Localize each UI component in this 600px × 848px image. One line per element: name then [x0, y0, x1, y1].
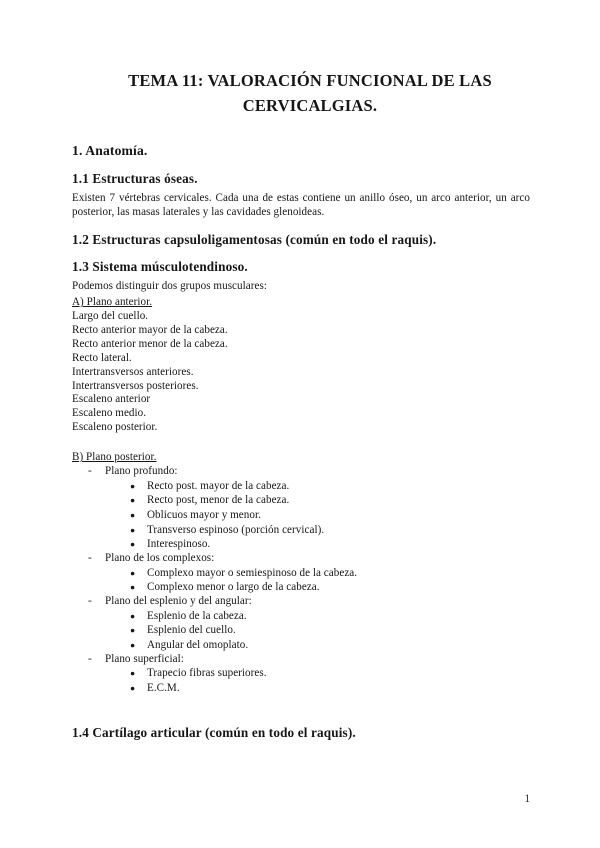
heading-estructuras-oseas: 1.1 Estructuras óseas. [72, 170, 198, 186]
dot-bullet-icon: ● [130, 625, 136, 636]
paragraph-spacer [72, 435, 530, 449]
label-plano-posterior: B) Plano posterior. [72, 451, 157, 464]
subgroup-label-text: Plano profundo: [105, 464, 178, 477]
list-item: Intertransversos anteriores. [72, 365, 194, 378]
list-item [72, 609, 530, 624]
group-plano-posterior-header [72, 449, 530, 465]
list-item-text: Complexo mayor o semiespinoso de la cabeza. [147, 566, 358, 579]
dot-bullet-icon: ● [130, 539, 136, 550]
dot-bullet-icon: ● [130, 524, 136, 535]
list-item: Largo del cuello. [72, 309, 149, 322]
list-item-text: E.C.M. [147, 682, 180, 695]
list-item: Recto anterior menor de la cabeza. [72, 337, 228, 350]
list-item: Escaleno posterior. [72, 421, 158, 434]
list-item [72, 523, 530, 538]
list-item [72, 566, 530, 581]
list-item-text: Recto post. mayor de la cabeza. [147, 479, 290, 492]
subgroup-label-text: Plano de los complexos: [105, 551, 215, 564]
subgroup-label-text: Plano superficial: [105, 652, 184, 665]
list-item-text: Interespinoso. [147, 538, 211, 551]
dot-bullet-icon: ● [130, 567, 136, 578]
list-plano-anterior [72, 310, 530, 435]
heading-capsuloligamentosas: 1.2 Estructuras capsuloligamentosas (común en todo el raquis). [72, 231, 437, 247]
heading-anatomia: 1. Anatomía. [72, 143, 148, 159]
list-item-text: Transverso espinoso (porción cervical). [147, 523, 325, 536]
subgroup-label-plano-complexos [72, 552, 530, 566]
list-item [72, 623, 530, 638]
list-item-text: Complexo menor o largo de la cabeza. [147, 581, 320, 594]
dot-bullet-icon: ● [130, 510, 136, 521]
subgroup-label-plano-superficial [72, 653, 530, 667]
page-content [72, 0, 530, 742]
list-item [72, 681, 530, 696]
page-title: TEMA 11: VALORACIÓN FUNCIONAL DE LAS CERVICALGIAS. [128, 71, 492, 116]
list-item [72, 537, 530, 552]
page-number: 1 [524, 793, 530, 805]
list-item-text: Esplenio de la cabeza. [147, 609, 247, 622]
list-item-text: Angular del omoplato. [147, 638, 249, 651]
dot-bullet-icon: ● [130, 639, 136, 650]
dash-bullet-icon: - [88, 652, 92, 665]
dot-bullet-icon: ● [130, 495, 136, 506]
dash-bullet-icon: - [88, 551, 92, 564]
list-item: Intertransversos posteriores. [72, 379, 199, 392]
list-item: Escaleno medio. [72, 407, 147, 420]
heading-musculotendinoso: 1.3 Sistema músculotendinoso. [72, 258, 248, 274]
list-item: Escaleno anterior [72, 393, 151, 406]
list-item [72, 493, 530, 508]
heading-cartilago-articular: 1.4 Cartílago articular (común en todo el raquis). [72, 724, 356, 740]
label-plano-anterior: A) Plano anterior. [72, 296, 153, 309]
dot-bullet-icon: ● [130, 610, 136, 621]
paragraph-estructuras-oseas: Existen 7 vértebras cervicales. Cada una de estas contiene un anillo óseo, un arco anterior, un arco posterior, las masas laterales y las cavidades glenoideas. [72, 192, 530, 219]
dash-bullet-icon: - [88, 464, 92, 477]
list-item-text: Esplenio del cuello. [147, 624, 236, 637]
list-item [72, 580, 530, 595]
list-item-text: Oblicuos mayor y menor. [147, 509, 261, 522]
dash-bullet-icon: - [88, 594, 92, 607]
list-item: Recto anterior mayor de la cabeza. [72, 323, 228, 336]
dot-bullet-icon: ● [130, 683, 136, 694]
list-item [72, 666, 530, 681]
list-item: Recto lateral. [72, 351, 132, 364]
list-item-text: Recto post, menor de la cabeza. [147, 494, 290, 507]
dot-bullet-icon: ● [130, 582, 136, 593]
group-plano-anterior-header [72, 294, 530, 310]
list-item [72, 508, 530, 523]
subgroup-label-text: Plano del esplenio y del angular: [105, 594, 252, 607]
list-plano-posterior [72, 465, 530, 696]
dot-bullet-icon: ● [130, 668, 136, 679]
list-item-text: Trapecio fibras superiores. [147, 667, 267, 680]
subgroup-label-plano-esplenio-angular [72, 595, 530, 609]
list-item [72, 638, 530, 653]
list-item [72, 479, 530, 494]
subgroup-label-plano-profundo [72, 465, 530, 479]
intro-musculotendinoso: Podemos distinguir dos grupos musculares: [72, 280, 267, 293]
dot-bullet-icon: ● [130, 480, 136, 491]
